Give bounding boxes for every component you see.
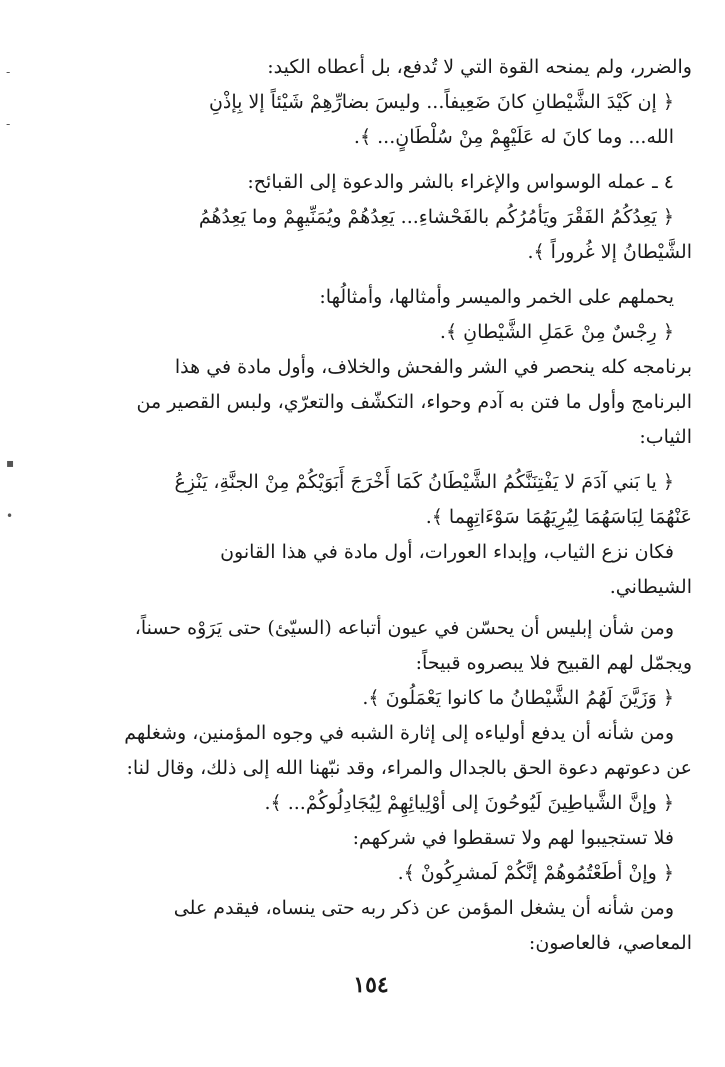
text-line: يحملهم على الخمر والميسر وأمثالها، وأمثالُها: xyxy=(319,286,674,308)
quran-quote-line: ﴿ إن كَيْدَ الشَّيْطانِ كانَ ضَعِيفاً... وليسَ بضارِّهِمْ شَيْئاً إلا بِإذْنِ xyxy=(208,91,674,113)
text-line: الشيطاني. xyxy=(609,576,692,598)
page-number: ١٥٤ xyxy=(353,972,389,998)
text-line: عن دعوتهم دعوة الحق بالجدال والمراء، وقد نبّهنا الله إلى ذلك، وقال لنا: xyxy=(126,757,692,779)
text-line: ويجمّل لهم القبيح فلا يبصروه قبيحاً: xyxy=(415,652,692,674)
margin-mark: - xyxy=(6,117,11,131)
text-line: ومن شأنه أن يشغل المؤمن عن ذكر ربه حتى ينساه، فيقدم على xyxy=(173,897,674,919)
text-line: ومن شأن إبليس أن يحسّن في عيون أتباعه (السيّئ) حتى يَرَوْه حسناً، xyxy=(134,617,674,639)
text-line: البرنامج وأول ما فتن به آدم وحواء، التكشّف والتعرّي، ولبس القصير من xyxy=(136,391,692,413)
quran-quote-line: ﴿ يَعِدُكُمُ الفَقْرَ ويَأمُرُكُم بالفَحْشاءِ... يَعِدُهُمْ ويُمَنِّيهِمْ وما يَعِدُهُمُ xyxy=(198,206,674,228)
text-line: فكان نزع الثياب، وإبداء العورات، أول مادة في هذا القانون xyxy=(220,541,674,563)
quran-quote-line: ﴿ وَزَيَّنَ لَهُمُ الشَّيْطانُ ما كانوا يَعْمَلُونَ ﴾. xyxy=(362,687,674,709)
quran-quote-line: ﴿ وإنَّ الشَّياطِينَ لَيُوحُونَ إلى أوْلِيائِهِمْ لِيُجَادِلُوكُمْ... ﴾. xyxy=(264,792,674,814)
quran-quote-line: ﴿ يا بَني آدَمَ لا يَفْتِنَنَّكُمُ الشَّيْطَانُ كَمَا أَخْرَجَ أَبَوَيْكُمْ مِنْ الجنَّةِ، يَنْزِعُ xyxy=(174,471,674,493)
text-line: والضرر، ولم يمنحه القوة التي لا تُدفع، بل أعطاه الكيد: xyxy=(267,56,692,78)
quran-quote-line: الشَّيْطانُ إلا غُروراً ﴾. xyxy=(527,241,692,263)
quran-quote-line: ﴿ وإنْ أطَعْتُمُوهُمْ إنَّكُمْ لَمشرِكُونْ ﴾. xyxy=(397,862,674,884)
text-line: فلا تستجيبوا لهم ولا تسقطوا في شركهم: xyxy=(352,827,674,849)
text-line: ومن شأنه أن يدفع أولياءه إلى إثارة الشبه في وجوه المؤمنين، وشغلهم xyxy=(124,722,674,744)
margin-mark: • xyxy=(6,509,14,523)
quran-quote-line: الله... وما كانَ له عَلَيْهِمْ مِنْ سُلْطَانٍ... ﴾. xyxy=(353,126,674,148)
section-heading: ٤ ـ عمله الوسواس والإغراء بالشر والدعوة إلى القبائح: xyxy=(247,171,674,193)
text-line: برنامجه كله ينحصر في الشر والفحش والخلاف، وأول مادة في هذا xyxy=(174,356,692,378)
margin-mark: - xyxy=(6,65,11,79)
margin-mark: ▪ xyxy=(6,456,15,470)
quran-quote-line: عَنْهُمَا لِبَاسَهُمَا لِيُرِيَهُمَا سَوْءَاتِهِما ﴾. xyxy=(425,506,692,528)
book-page xyxy=(50,50,692,1050)
quran-quote-line: ﴿ رِجْسٌ مِنْ عَمَلِ الشَّيْطانِ ﴾. xyxy=(439,321,674,343)
text-line: المعاصي، فالعاصون: xyxy=(528,932,692,954)
text-line: الثياب: xyxy=(639,426,692,448)
